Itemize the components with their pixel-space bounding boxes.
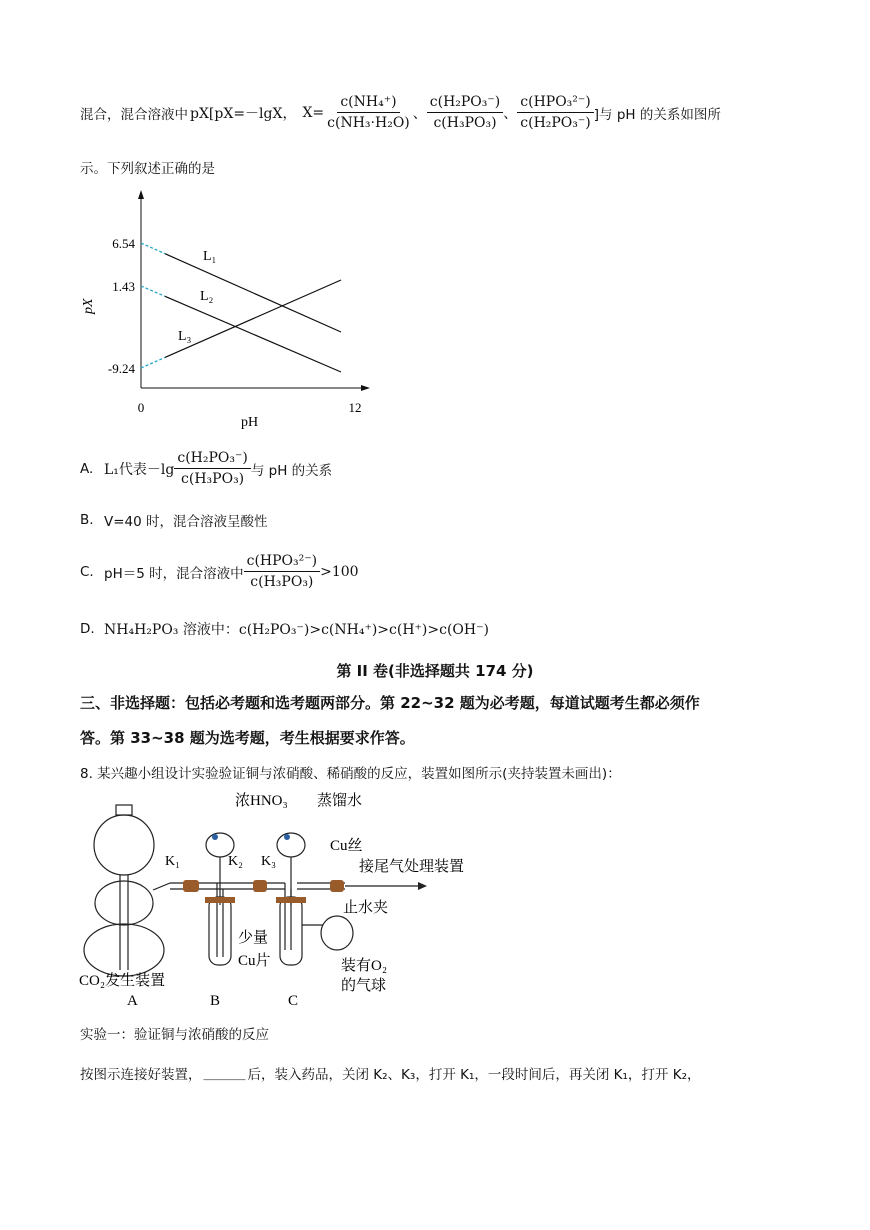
fraction-nh4 [324, 94, 413, 131]
label-balloon-1: 装有O₂ [341, 958, 388, 974]
oxygen-balloon [321, 916, 353, 950]
option-a-pre: L₁代表－lg [104, 461, 175, 478]
label-balloon-2: 的气球 [341, 978, 387, 994]
fraction-denominator: c(NH₃·H₂O) [327, 115, 410, 131]
option-label: D. [80, 621, 95, 637]
kipp-top-bulb [94, 815, 154, 875]
x-tick-label: 12 [348, 400, 362, 415]
label-co2-generator: CO₂发生装置 [79, 973, 166, 989]
x-equals: X= [302, 104, 325, 121]
label-k2: K₂ [228, 854, 243, 869]
experiment-1-text-b: 后，装入药品，关闭 K₂、K₃，打开 K₁，一段时间后，再关闭 K₁，打开 K₂， [247, 1067, 701, 1083]
tube-b [209, 897, 231, 965]
option-label: C. [80, 563, 94, 580]
x-axis-arrow [361, 385, 370, 391]
label-c: C [288, 993, 299, 1009]
section-title: 第 II 卷(非选择题共 174 分) [336, 662, 534, 680]
series-label-l2: L₂ [200, 289, 214, 304]
section-para-line-2: 答。第 33~38 题为选考题，考生根据要求作答。 [80, 729, 415, 747]
series-dashed-segment [141, 357, 165, 368]
y-axis-arrow [138, 190, 144, 199]
intro-text-1: 混合，混合溶液中 [80, 106, 188, 123]
separator: 、 [412, 105, 427, 122]
label-cu-wire: Cu丝 [330, 838, 363, 854]
option-c [80, 553, 359, 590]
series-dashed-segment [141, 243, 165, 254]
label-tail-gas: 接尾气处理装置 [359, 859, 465, 875]
label-a: A [127, 993, 138, 1009]
series-label-l1: L₁ [203, 249, 217, 264]
label-small: 少量 [238, 930, 269, 946]
section-para-line-1: 三、非选择题：包括必考题和选考题两部分。第 22~32 题为必考题，每道试题考生都必须作 [80, 694, 700, 712]
series-label-l3: L₃ [178, 329, 192, 344]
question-8-stem: 8. 某兴趣小组设计实验验证铜与浓硝酸、稀硝酸的反应，装置如图所示(夹持装置未画出)： [80, 766, 621, 782]
option-label: B. [80, 512, 94, 528]
option-b [80, 510, 268, 530]
option-c-pre: pH＝5 时，混合溶液中 [104, 565, 244, 582]
fraction-numerator: c(HPO₃²⁻) [244, 553, 321, 572]
experiment-1-title: 实验一：验证铜与浓硝酸的反应 [80, 1027, 269, 1043]
option-d [80, 619, 489, 639]
x-axis-label: pH [241, 415, 259, 430]
fraction-numerator: c(H₂PO₃⁻) [427, 94, 504, 113]
option-a [80, 450, 332, 487]
label-k3: K₃ [261, 854, 276, 869]
fraction-numerator: c(H₂PO₃⁻) [174, 450, 251, 469]
y-tick-label: 6.54 [112, 236, 135, 251]
fraction-h2po3 [427, 94, 504, 131]
intro-text-2: ]与 pH 的关系如图所 [593, 106, 721, 123]
label-water: 蒸馏水 [317, 793, 363, 809]
fraction-denominator: c(H₃PO₃) [433, 115, 497, 131]
label-clamp: 止水夹 [343, 900, 389, 916]
y-tick-label: -9.24 [107, 361, 135, 376]
label-conc-hno3: 浓HNO₃ [235, 793, 288, 809]
option-c-fraction [244, 553, 321, 590]
fraction-hpo3 [517, 94, 594, 131]
px-definition: pX[pX=－lgX， [190, 105, 297, 122]
label-cu-piece: Cu片 [238, 953, 271, 969]
experiment-1-text-a: 按图示连接好装置， [80, 1067, 202, 1083]
label-k1: K₁ [165, 854, 180, 869]
fraction-denominator: c(H₂PO₃⁻) [520, 115, 591, 131]
fraction-numerator: c(HPO₃²⁻) [517, 94, 594, 113]
y-axis-label: pX [81, 298, 96, 314]
funnel-c [277, 833, 305, 857]
intro-line-2: 示。下列叙述正确的是 [80, 161, 215, 177]
experiment-1-text [80, 1063, 701, 1083]
fraction-numerator: c(NH₄⁺) [337, 94, 399, 113]
label-b: B [210, 993, 221, 1009]
kipp-middle-bulb [95, 881, 153, 925]
fraction-denominator: c(H₃PO₃) [250, 574, 314, 590]
intro-line-1 [80, 94, 721, 131]
option-c-post: >100 [320, 563, 359, 580]
y-tick-label: 1.43 [112, 279, 135, 294]
fraction-denominator: c(H₃PO₃) [181, 471, 245, 487]
kipp-top-neck [116, 805, 132, 815]
series-line-l3 [165, 280, 341, 357]
x-tick-label: 0 [137, 400, 145, 415]
separator: 、 [503, 105, 518, 122]
option-label: A. [80, 460, 94, 477]
px-ph-chart [80, 180, 380, 435]
series-dashed-segment [141, 286, 165, 296]
answer-blank[interactable]: ______ [203, 1065, 246, 1081]
option-a-fraction [174, 450, 251, 487]
series-line-l1 [165, 254, 341, 332]
apparatus-diagram [75, 785, 495, 1015]
option-a-post: 与 pH 的关系 [250, 462, 333, 479]
kipp-bottom-bulb [84, 924, 164, 976]
option-b-text: V=40 时，混合溶液呈酸性 [104, 514, 268, 530]
option-d-text: NH₄H₂PO₃ 溶液中：c(H₂PO₃⁻)>c(NH₄⁺)>c(H⁺)>c(OH⁻) [104, 622, 489, 638]
